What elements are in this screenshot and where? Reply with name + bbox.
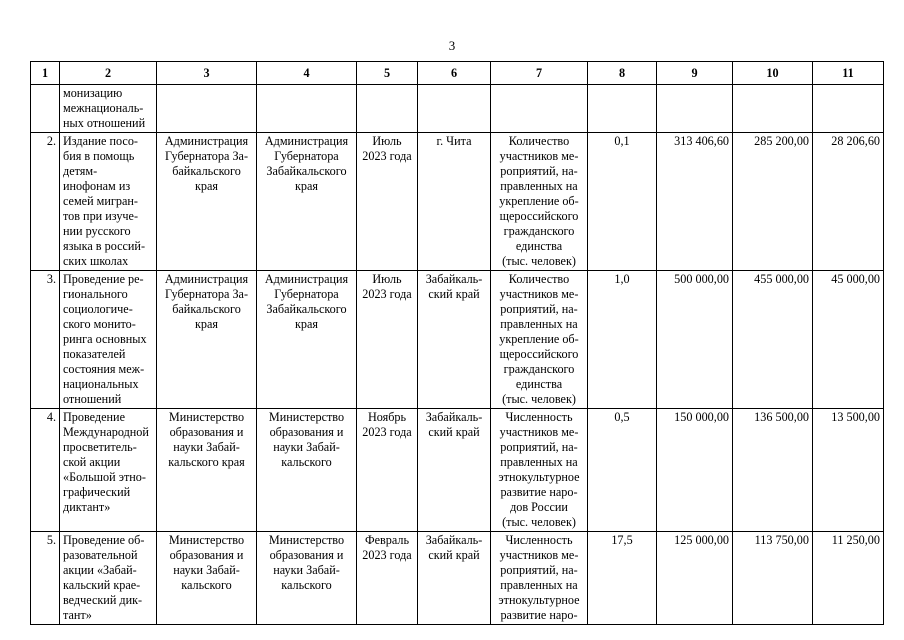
indicator-value: 17,5 (588, 532, 657, 625)
row-number: 4. (31, 409, 60, 532)
federal-amount: 455 000,00 (733, 271, 813, 409)
table-row (31, 409, 884, 532)
event-name: Проведение ре- гионального социологиче- ского монито- ринга основных показателей состояния меж- национальных отношений (60, 271, 157, 409)
column-header-8: 8 (588, 62, 657, 85)
federal-amount: 113 750,00 (733, 532, 813, 625)
continuation-empty-cell (418, 85, 491, 133)
continuation-event-cell: монизацию межнациональ- ных отношений (60, 85, 157, 133)
event-name: Проведение Международной просветитель- ской акции «Большой этно- графический диктант» (60, 409, 157, 532)
total-amount: 125 000,00 (657, 532, 733, 625)
column-header-10: 10 (733, 62, 813, 85)
row-number: 5. (31, 532, 60, 625)
column-header-1: 1 (31, 62, 60, 85)
column-header-4: 4 (257, 62, 357, 85)
indicator: Количество участников ме- роприятий, на- правленных на укрепление об- щероссийского гражданского единства (тыс. человек) (491, 271, 588, 409)
column-header-11: 11 (813, 62, 884, 85)
indicator: Количество участников ме- роприятий, на- правленных на укрепление об- щероссийского гражданского единства (тыс. человек) (491, 133, 588, 271)
continuation-row (31, 85, 884, 133)
responsible-executor: Администрация Губернатора Забайкальского края (257, 271, 357, 409)
regional-amount: 28 206,60 (813, 133, 884, 271)
indicator: Численность участников ме- роприятий, на- правленных на этнокультурное развитие наро- (491, 532, 588, 625)
row-number: 2. (31, 133, 60, 271)
column-header-2: 2 (60, 62, 157, 85)
page-number: 3 (448, 38, 456, 53)
event-place: Забайкаль- ский край (418, 271, 491, 409)
total-amount: 500 000,00 (657, 271, 733, 409)
table-row (31, 271, 884, 409)
continuation-empty-cell (657, 85, 733, 133)
column-header-7: 7 (491, 62, 588, 85)
indicator-value: 1,0 (588, 271, 657, 409)
event-place: Забайкаль- ский край (418, 532, 491, 625)
responsible-executor: Министерство образования и науки Забай- кальского (257, 409, 357, 532)
responsible-executor: Администрация Губернатора Забайкальского края (257, 133, 357, 271)
organizer: Администрация Губернатора За- байкальского края (157, 271, 257, 409)
continuation-empty-cell (157, 85, 257, 133)
row-number: 3. (31, 271, 60, 409)
organizer: Министерство образования и науки Забай- кальского края (157, 409, 257, 532)
continuation-empty-cell (357, 85, 418, 133)
regional-amount: 45 000,00 (813, 271, 884, 409)
event-date: Июль 2023 года (357, 271, 418, 409)
continuation-empty-cell (257, 85, 357, 133)
total-amount: 150 000,00 (657, 409, 733, 532)
event-place: г. Чита (418, 133, 491, 271)
table-row (31, 532, 884, 625)
event-place: Забайкаль- ский край (418, 409, 491, 532)
column-header-6: 6 (418, 62, 491, 85)
indicator: Численность участников ме- роприятий, на- правленных на этнокультурное развитие наро- дов России (тыс. человек) (491, 409, 588, 532)
continuation-empty-cell (813, 85, 884, 133)
column-header-9: 9 (657, 62, 733, 85)
table-row (31, 133, 884, 271)
organizer: Администрация Губернатора За- байкальского края (157, 133, 257, 271)
continuation-empty-cell (588, 85, 657, 133)
continuation-empty-cell (491, 85, 588, 133)
indicator-value: 0,5 (588, 409, 657, 532)
events-table (30, 61, 884, 625)
column-header-5: 5 (357, 62, 418, 85)
organizer: Министерство образования и науки Забай- кальского (157, 532, 257, 625)
responsible-executor: Министерство образования и науки Забай- кальского (257, 532, 357, 625)
indicator-value: 0,1 (588, 133, 657, 271)
total-amount: 313 406,60 (657, 133, 733, 271)
continuation-empty-cell (733, 85, 813, 133)
regional-amount: 13 500,00 (813, 409, 884, 532)
event-date: Июль 2023 года (357, 133, 418, 271)
event-date: Ноябрь 2023 года (357, 409, 418, 532)
continuation-num-cell (31, 85, 60, 133)
event-name: Проведение об- разовательной акции «Забай- кальский крае- ведческий дик- тант» (60, 532, 157, 625)
federal-amount: 136 500,00 (733, 409, 813, 532)
column-number-header-row (31, 62, 884, 85)
event-date: Февраль 2023 года (357, 532, 418, 625)
column-header-3: 3 (157, 62, 257, 85)
regional-amount: 11 250,00 (813, 532, 884, 625)
event-name: Издание посо- бия в помощь детям- инофонам из семей мигран- тов при изуче- нии русского языка в россий- ских школах (60, 133, 157, 271)
federal-amount: 285 200,00 (733, 133, 813, 271)
